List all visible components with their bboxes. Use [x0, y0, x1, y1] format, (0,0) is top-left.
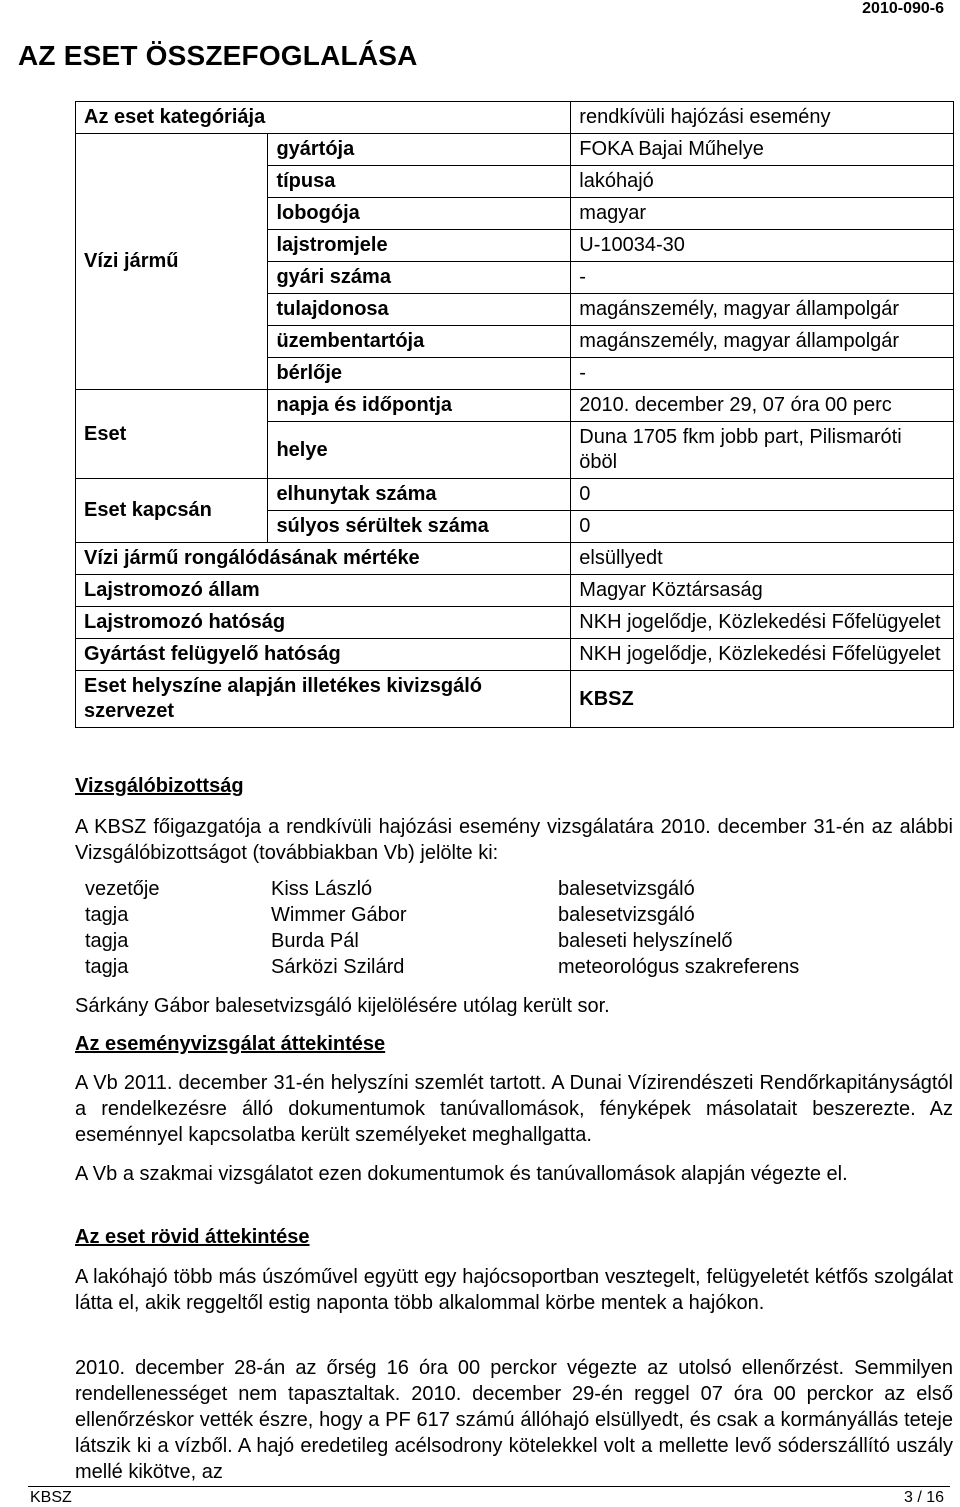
vessel-field-label: lobogója — [268, 198, 571, 230]
table-row — [76, 390, 954, 422]
table-row — [76, 575, 954, 607]
member-role: vezetője — [85, 878, 160, 900]
event-field-value: 2010. december 29, 07 óra 00 perc — [571, 390, 954, 422]
member-name: Kiss László — [271, 878, 373, 900]
member-name: Burda Pál — [271, 930, 359, 952]
table-row — [75, 928, 799, 954]
summary-field-label: Vízi jármű rongálódásának mértéke — [76, 543, 571, 575]
related-group-label: Eset kapcsán — [76, 479, 268, 543]
member-function: baleseti helyszínelő — [558, 930, 733, 952]
overview-heading: Az eset rövid áttekintése — [75, 1226, 310, 1248]
vessel-field-value: lakóhajó — [571, 166, 954, 198]
category-value: rendkívüli hajózási esemény — [571, 102, 954, 134]
table-row — [76, 639, 954, 671]
committee-intro: A KBSZ főigazgatója a rendkívüli hajózási esemény vizsgálatára 2010. december 31-én az alábbi Vizsgálóbizottságot (továbbiakban Vb) jelölte ki: — [75, 816, 953, 864]
vessel-field-label: bérlője — [268, 358, 571, 390]
table-row — [75, 876, 799, 902]
member-function: balesetvizsgáló — [558, 878, 695, 900]
vessel-field-value: U-10034-30 — [571, 230, 954, 262]
vessel-field-value: - — [571, 262, 954, 294]
member-name: Wimmer Gábor — [271, 904, 407, 926]
table-row — [75, 954, 799, 980]
event-field-label: helye — [268, 422, 571, 479]
category-label: Az eset kategóriája — [76, 102, 571, 134]
summary-field-value: NKH jogelődje, Közlekedési Főfelügyelet — [571, 607, 954, 639]
investigation-paragraph-1: A Vb 2011. december 31-én helyszíni szemlét tartott. A Dunai Vízirendészeti Rendőrkapitányságtól a rendelkezésre álló dokumentumok tanúvallomások, fényképek másolatait beszerezte. Az eseménnyel kapcsolatba került személyeket meghallgatta. — [75, 1072, 953, 1146]
page-title: AZ ESET ÖSSZEFOGLALÁSA — [18, 40, 418, 71]
event-field-label: napja és időpontja — [268, 390, 571, 422]
investigation-paragraph-2: A Vb a szakmai vizsgálatot ezen dokumentumok és tanúvallomások alapján végezte el. — [75, 1163, 848, 1185]
summary-field-value: Magyar Köztársaság — [571, 575, 954, 607]
investigation-heading: Az eseményvizsgálat áttekintése — [75, 1033, 386, 1055]
member-function: balesetvizsgáló — [558, 904, 695, 926]
vessel-field-label: lajstromjele — [268, 230, 571, 262]
table-row — [76, 134, 954, 166]
table-row — [75, 902, 799, 928]
summary-table — [75, 101, 954, 728]
page-number: 3 / 16 — [903, 1489, 944, 1506]
event-field-value: Duna 1705 fkm jobb part, Pilismaróti öböl — [571, 422, 954, 479]
document-code: 2010-090-6 — [862, 0, 944, 17]
committee-members-table — [75, 876, 799, 980]
table-row — [76, 671, 954, 728]
member-name: Sárközi Szilárd — [271, 956, 405, 978]
related-field-label: elhunytak száma — [268, 479, 571, 511]
vessel-field-value: magánszemély, magyar állampolgár — [571, 326, 954, 358]
overview-paragraph-2: 2010. december 28-án az őrség 16 óra 00 perckor végezte az utolsó ellenőrzést. Semmilyen rendellenességet nem tapasztaltak. 2010. december 29-én reggel 07 óra 00 perckor az első ellenőrzéskor vették észre, hogy a PF 617 számú állóhajó elsüllyedt, és csak a kormányállás teteje látszik ki a vízből. A hajó eredetileg acélsodrony kötelekkel volt a mellette levő sóderszállító uszály mellé kikötve, az — [75, 1357, 953, 1483]
committee-heading: Vizsgálóbizottság — [75, 775, 244, 797]
overview-paragraph-1: A lakóhajó több más úszóművel együtt egy hajócsoportban vesztegelt, felügyeletét kétfős szolgálat látta el, akik reggeltől estig naponta több alkalommal körbe mentek a hajókon. — [75, 1266, 953, 1314]
summary-field-label: Eset helyszíne alapján illetékes kivizsgáló szervezet — [76, 671, 571, 728]
vessel-group-label: Vízi jármű — [76, 134, 268, 390]
member-role: tagja — [85, 956, 129, 978]
event-group-label: Eset — [76, 390, 268, 479]
table-row — [76, 607, 954, 639]
table-row — [76, 543, 954, 575]
summary-field-value: KBSZ — [571, 671, 954, 728]
footer-organization: KBSZ — [30, 1489, 72, 1506]
vessel-field-value: magánszemély, magyar állampolgár — [571, 294, 954, 326]
summary-field-value: elsüllyedt — [571, 543, 954, 575]
related-field-value: 0 — [571, 479, 954, 511]
vessel-field-value: magyar — [571, 198, 954, 230]
member-role: tagja — [85, 930, 129, 952]
related-field-value: 0 — [571, 511, 954, 543]
vessel-field-value: FOKA Bajai Műhelye — [571, 134, 954, 166]
vessel-field-value: - — [571, 358, 954, 390]
related-field-label: súlyos sérültek száma — [268, 511, 571, 543]
summary-field-value: NKH jogelődje, Közlekedési Főfelügyelet — [571, 639, 954, 671]
table-row — [76, 479, 954, 511]
summary-field-label: Lajstromozó hatóság — [76, 607, 571, 639]
member-function: meteorológus szakreferens — [558, 956, 800, 978]
summary-field-label: Lajstromozó állam — [76, 575, 571, 607]
footer-divider — [28, 1486, 950, 1487]
vessel-field-label: típusa — [268, 166, 571, 198]
vessel-field-label: gyártója — [268, 134, 571, 166]
vessel-field-label: üzembentartója — [268, 326, 571, 358]
member-role: tagja — [85, 904, 129, 926]
summary-field-label: Gyártást felügyelő hatóság — [76, 639, 571, 671]
vessel-field-label: tulajdonosa — [268, 294, 571, 326]
table-row — [76, 102, 954, 134]
vessel-field-label: gyári száma — [268, 262, 571, 294]
committee-note: Sárkány Gábor balesetvizsgáló kijelölésére utólag került sor. — [75, 995, 610, 1017]
